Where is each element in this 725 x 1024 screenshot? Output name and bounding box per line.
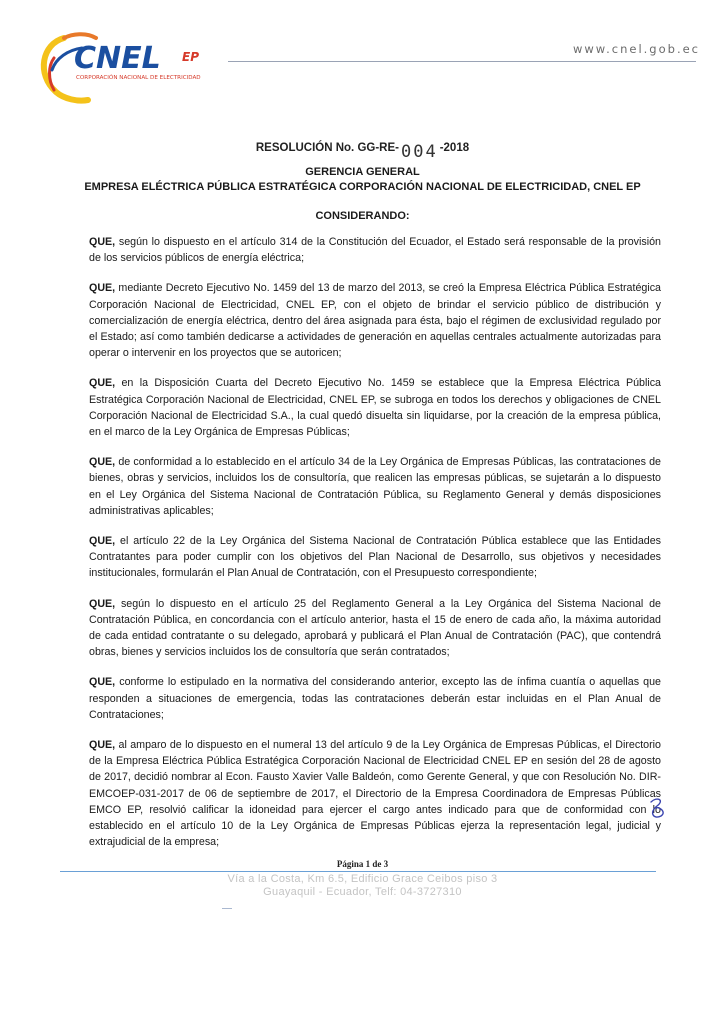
cnel-ep-logo bbox=[34, 26, 234, 106]
recital-text: conforme lo estipulado en la normativa del considerando anterior, excepto las de ínfima cuantía o aquellas que responden a situaciones de emergencia, todas las contrataciones deberán estar incluidas en el Plan Anual de Contrataciones; bbox=[89, 676, 661, 721]
recital-text: de conformidad a lo establecido en el artículo 34 de la Ley Orgánica de Empresas Públicas, las contrataciones de bienes, obras y servicios, incluidos los de consultoría, que realicen las empresas públicas, se sujetarán a lo dispuesto en el Ley Orgánica del Sistema Nacional de Contratación Pública, su Reglamento General y demás disposiciones administrativas aplicables; bbox=[89, 456, 661, 517]
recital-paragraph bbox=[89, 596, 661, 661]
footer-divider bbox=[60, 871, 656, 872]
resolution-suffix: -2018 bbox=[439, 142, 470, 154]
recital-lead: QUE, bbox=[89, 535, 116, 548]
recital-lead: QUE, bbox=[89, 739, 116, 752]
recital-text: según lo dispuesto en el artículo 314 de la Constitución del Ecuador, el Estado será responsable de la provisión de los servicios públicos de energía eléctrica; bbox=[89, 236, 661, 265]
website-url[interactable]: www.cnel.gob.ec bbox=[572, 42, 700, 56]
company-heading: EMPRESA ELÉCTRICA PÚBLICA ESTRATÉGICA CORPORACIÓN NACIONAL DE ELECTRICIDAD, CNEL EP bbox=[84, 181, 641, 193]
recital-lead: QUE, bbox=[89, 456, 116, 469]
handwritten-initial bbox=[645, 796, 671, 822]
recital-lead: QUE, bbox=[89, 377, 116, 390]
recital-text: según lo dispuesto en el artículo 25 del Reglamento General a la Ley Orgánica del Sistema Nacional de Contratación Pública, en concordancia con el artículo anterior, hasta el 15 de enero de cada año, la máxima autoridad de cada entidad contratante o su delegado, aprobará y publicará el Plan Anual de Contratación (PAC), que contendrá obras, bienes y servicios incluidos los de consultoría que serán contratados; bbox=[89, 597, 661, 659]
recital-lead: QUE, bbox=[89, 282, 116, 295]
recital-lead: QUE, bbox=[89, 236, 116, 248]
recital-paragraph bbox=[89, 375, 661, 440]
page-number: Página 1 de 3 bbox=[336, 859, 389, 869]
resolution-prefix: RESOLUCIÓN No. GG-RE- bbox=[255, 142, 399, 154]
recital-lead: QUE, bbox=[89, 676, 116, 689]
recital-paragraph bbox=[89, 234, 661, 266]
recital-paragraph bbox=[89, 533, 661, 582]
document-body bbox=[89, 234, 661, 865]
considering-heading: CONSIDERANDO: bbox=[315, 210, 410, 222]
recital-paragraph bbox=[89, 280, 661, 361]
resolution-number: 004 bbox=[400, 142, 438, 162]
recital-text: mediante Decreto Ejecutivo No. 1459 del 13 de marzo del 2013, se creó la Empresa Eléctrica Pública Estratégica Corporación Nacional de Electricidad, CNEL EP, con el objeto de brindar el servicio público de distribución y comercialización de energía eléctrica, dentro del área asignada para ésta, bajo el régimen de exclusividad regulado por el Estado; así como también dedicarse a actividades de generación en aquellas centrales actualmente autorizadas para operar o intervenir en los proyectos que se autoricen; bbox=[89, 282, 661, 360]
logo-tagline: CORPORACIÓN NACIONAL DE ELECTRICIDAD bbox=[76, 75, 201, 81]
recital-text: el artículo 22 de la Ley Orgánica del Sistema Nacional de Contratación Pública establece que las Entidades Contratantes para poder cumplir con los objetivos del Plan Nacional de Desarrollo, sus objetivos y necesidades institucionales, formularán el Plan Anual de Contratación, con el Presupuesto correspondiente; bbox=[89, 535, 661, 580]
footer-contact: Guayaquil - Ecuador, Telf: 04-3727310 bbox=[263, 886, 462, 898]
recital-paragraph bbox=[89, 674, 661, 723]
logo-brand: CNEL bbox=[74, 41, 161, 76]
recital-text: en la Disposición Cuarta del Decreto Ejecutivo No. 1459 se establece que la Empresa Eléctrica Pública Estratégica Corporación Nacional de Electricidad, CNEL EP, se subroga en todos los derechos y obligaciones de CNEL Corporación Nacional de Electricidad S.A., la cual quedó disuelta sin liquidarse, por la creación de la empresa pública, en el marco de la Ley Orgánica de Empresas Públicas; bbox=[89, 377, 661, 439]
recital-lead: QUE, bbox=[89, 597, 116, 610]
department-heading: GERENCIA GENERAL bbox=[305, 166, 420, 178]
header-divider bbox=[228, 61, 696, 62]
recital-text: al amparo de lo dispuesto en el numeral 13 del artículo 9 de la Ley Orgánica de Empresas Públicas, el Directorio de la Empresa Eléctrica Pública Estratégica Corporación Nacional de Electricidad CNEL EP en sesión del 28 de agosto de 2017, decidió nombrar al Econ. Fausto Xavier Valle Baldeón, como Gerente General, y que con Resolución No. DIR-EMCOEP-031-2017 de 06 de septiembre de 2017, el Directorio de la Empresa Coordinadora de Empresas Públicas EMCO EP, resolvió calificar la idoneidad para ejercer el cargo antes indicado para que de conformidad con lo establecido en el artículo 10 de la Ley Orgánica de Empresas Públicas ejerza la representación legal, judicial y extrajudicial de la empresa; bbox=[89, 739, 661, 849]
scan-mark bbox=[222, 908, 232, 909]
footer-address: Vía a la Costa, Km 6.5, Edificio Grace Ceibos piso 3 bbox=[227, 873, 498, 885]
recital-paragraph bbox=[89, 737, 661, 850]
recital-paragraph bbox=[89, 454, 661, 519]
resolution-title bbox=[0, 136, 725, 162]
logo-brand-suffix: EP bbox=[182, 50, 199, 64]
